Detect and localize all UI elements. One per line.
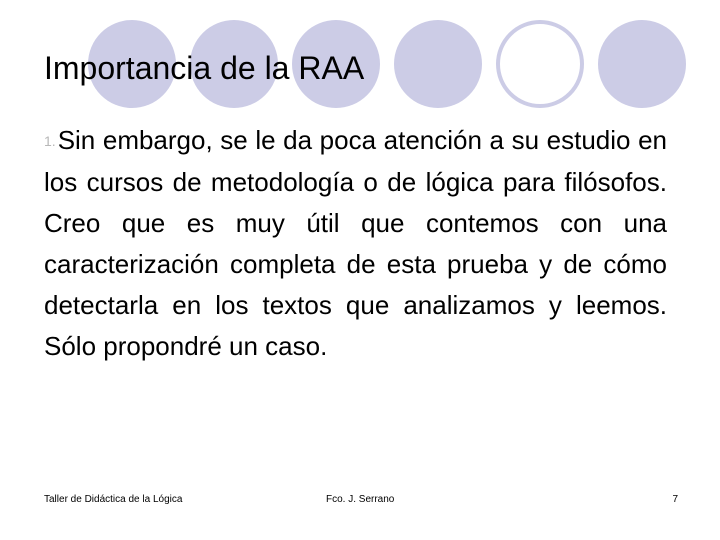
slide-body [44,120,667,367]
decorative-circle [394,20,482,108]
footer-author: Fco. J. Serrano [326,494,395,505]
page-number: 7 [672,494,678,505]
bullet-number: 1. [44,133,56,149]
decorative-circle [598,20,686,108]
body-text: Sin embargo, se le da poca atención a su estudio en los cursos de metodología o de lógica para filósofos. Creo que es muy útil que contemos con una caracterización completa de esta prueba y de cómo detectarla en los textos que analizamos y leemos. Sólo propondré un caso. [44,125,667,361]
decorative-circle [496,20,584,108]
footer-left-text: Taller de Didáctica de la Lógica [44,494,183,505]
slide-title: Importancia de la RAA [44,50,365,86]
